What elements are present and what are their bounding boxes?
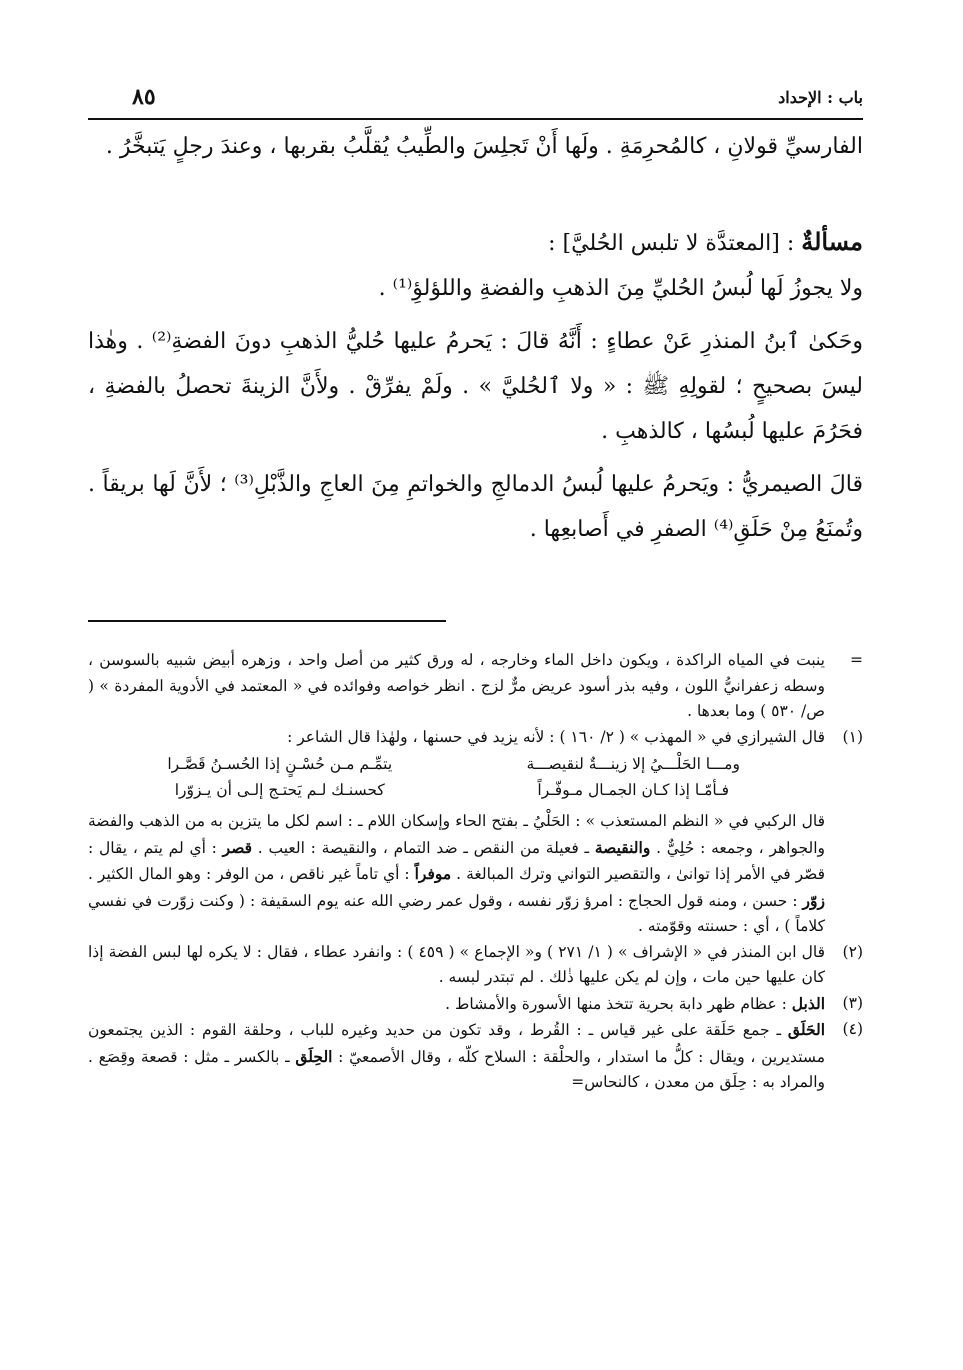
- keyword: قصر: [222, 837, 253, 857]
- footnote-1: [88, 725, 863, 940]
- footnote-4: [88, 1017, 863, 1096]
- masala-label: مسألةٌ: [801, 227, 863, 256]
- paragraph-3: قالَ الصيمريُّ : ويَحرمُ عليها لُبسُ الدمالجِ والخواتمِ مِنَ العاجِ والذَّبْلِ⁽³⁾ ؛ لأَنَّ لَها بريقاً . وتُمنَعُ مِنْ حَلَقِ⁽⁴⁾ الصفرِ في أَصابعِها .: [88, 472, 864, 542]
- footnote-number: (٤): [842, 1020, 863, 1038]
- footnote-number: (٣): [842, 993, 863, 1012]
- footnote-explanation: قال الركبي في « النظم المستعذب » : الحَلْيُ ـ بفتح الحاء وإسكان اللام ـ : اسم لكل ما يتزين به من الذهب والفضة والجواهر ، وجمعه : حُلِيٌّ . والنقيصة ـ فعيلة من النقص ـ ضد التمام ، والنقيصة : العيب . قصر : أي لم يتم ، يقال : قصّر في الأمر إذا توانىٰ ، والتقصير التواني وترك المبالغة . موفراً : أي تاماً غير ناقص ، من الوفر : وهو المال الكثير . زوّر : حسن ، ومنه قول الحجاج : امرؤ زوّر نفسه ، وقول عمر رضي الله عنه يوم السقيفة : ( وكنت زوّرت في نفسي كلاماً ) ، أي : حسنته وقوّمته .: [88, 812, 826, 935]
- masala-title: : [المعتدَّة لا تلبس الحُليَّ] :: [548, 231, 802, 256]
- keyword: الذبل: [791, 993, 825, 1013]
- poem: [88, 750, 825, 809]
- footnotes: [88, 648, 863, 1096]
- chapter-title: باب : الإحداد: [778, 88, 863, 107]
- poem-verse-1b: يتمِّـم مـن حُسْـنٍ إذا الحُسـنُ قَصَّـرا: [167, 755, 393, 773]
- footnote-number: (١): [842, 727, 863, 746]
- footnote-separator: [88, 620, 446, 622]
- footnote-text: قال ابن المنذر في « الإشراف » ( ١/ ٢٧١ ) و« الإجماع » ( ٤٥٩ ) : وانفرد عطاء ، فقال : لا يكره لها لبس الفضة إذا كان عليها حين مات ، وإن لم يكن عليها ذٰلك . لم تبتدر لبسه .: [88, 942, 825, 986]
- footnote-continuation: [88, 648, 863, 725]
- poem-verse-2a: فـأمّـا إذا كـان الجمـال مـوفّـراً: [537, 780, 730, 799]
- intro-paragraph: الفارسيِّ قولانِ ، كالمُحرِمَةِ . ولَها أَنْ تَجلِسَ والطِّيبُ يُقلَّبُ بقربها ، وعندَ رجلٍ يَتبخَّرُ .: [105, 134, 863, 159]
- masala-heading: [88, 219, 863, 266]
- poem-verse-1a: ومـــا الحَلْـــيُ إلا زينـــةٌ لنقيصـــة: [526, 755, 740, 773]
- running-header: [88, 84, 863, 118]
- paragraph-1: ولا يجوزُ لَها لُبسُ الحُليِّ مِنَ الذهبِ والفضةِ واللؤلؤِ⁽¹⁾ .: [378, 276, 863, 301]
- keyword: زوّر: [802, 890, 825, 910]
- page-number: ٨٥: [132, 84, 156, 110]
- footnote-text: قال الشيرازي في « المهذب » ( ٢/ ١٦٠ ) : لأنه يزيد في حسنها ، ولهٰذا قال الشاعر :: [287, 727, 825, 746]
- footnote-text: الحَلَق ـ جمع حَلَقة على غير قياس ـ : القُرط ، وقد تكون من حديد وغيره للباب ، وحلقة القوم : الذين يجتمعون مستديرين ، ويقال : كلُّ ما استدار ، والحلْقة : السلاح كلّه ، وقال الأصمعيّ : الحِلَق ـ بالكسر ـ مثل : قصعة وقِصَع . والمراد به : حِلَق من معدن ، كالنحاس=: [88, 1020, 825, 1091]
- footnote-number: (٢): [842, 942, 863, 961]
- continuation-text: ينبت في المياه الراكدة ، ويكون داخل الماء وخارجه ، له ورق كثير من أصل واحد ، وزهره أبيض شبيه بالسوسن ، وسطه زعفرانيُّ اللون ، وفيه بذر أسود عريض مرٌّ لزج . انظر خواصه وفوائده في « المعتمد في الأدوية المفردة » ( ص/ ٥٣٠ ) وما بعدها .: [88, 651, 825, 720]
- paragraph-2: وحَكىٰ ٱبنُ المنذرِ عَنْ عطاءٍ : أَنَّهُ قالَ : يَحرمُ عليها حُليُّ الذهبِ دونَ الفضةِ⁽²⁾ . وهٰذا ليسَ بصحيحٍ ؛ لقولِهِ ﷺ : « ولا ٱلحُليَّ » . ولَمْ يفرِّقْ . ولأَنَّ الزينةَ تحصلُ بالفضةِ ، فحَرُمَ عليها لُبسُها ، كالذهبِ .: [88, 329, 863, 444]
- book-page: [88, 0, 863, 1370]
- keyword: الحَلَق: [787, 1020, 825, 1039]
- footnote-2: [88, 940, 863, 991]
- continuation-mark: =: [850, 651, 863, 669]
- footnote-text: الذبل : عظام ظهر دابة بحرية تتخذ منها الأسورة والأمشاط .: [445, 993, 825, 1013]
- main-text: [88, 124, 863, 552]
- keyword: موفراً: [414, 864, 452, 883]
- keyword: والنقيصة: [594, 837, 651, 857]
- poem-verse-2b: كحسنـك لـم يَحتـج إلـى أن يـزوّرا: [174, 780, 385, 799]
- footnote-3: [88, 991, 863, 1018]
- header-rule: [88, 118, 863, 120]
- keyword: الحِلَق: [295, 1046, 333, 1066]
